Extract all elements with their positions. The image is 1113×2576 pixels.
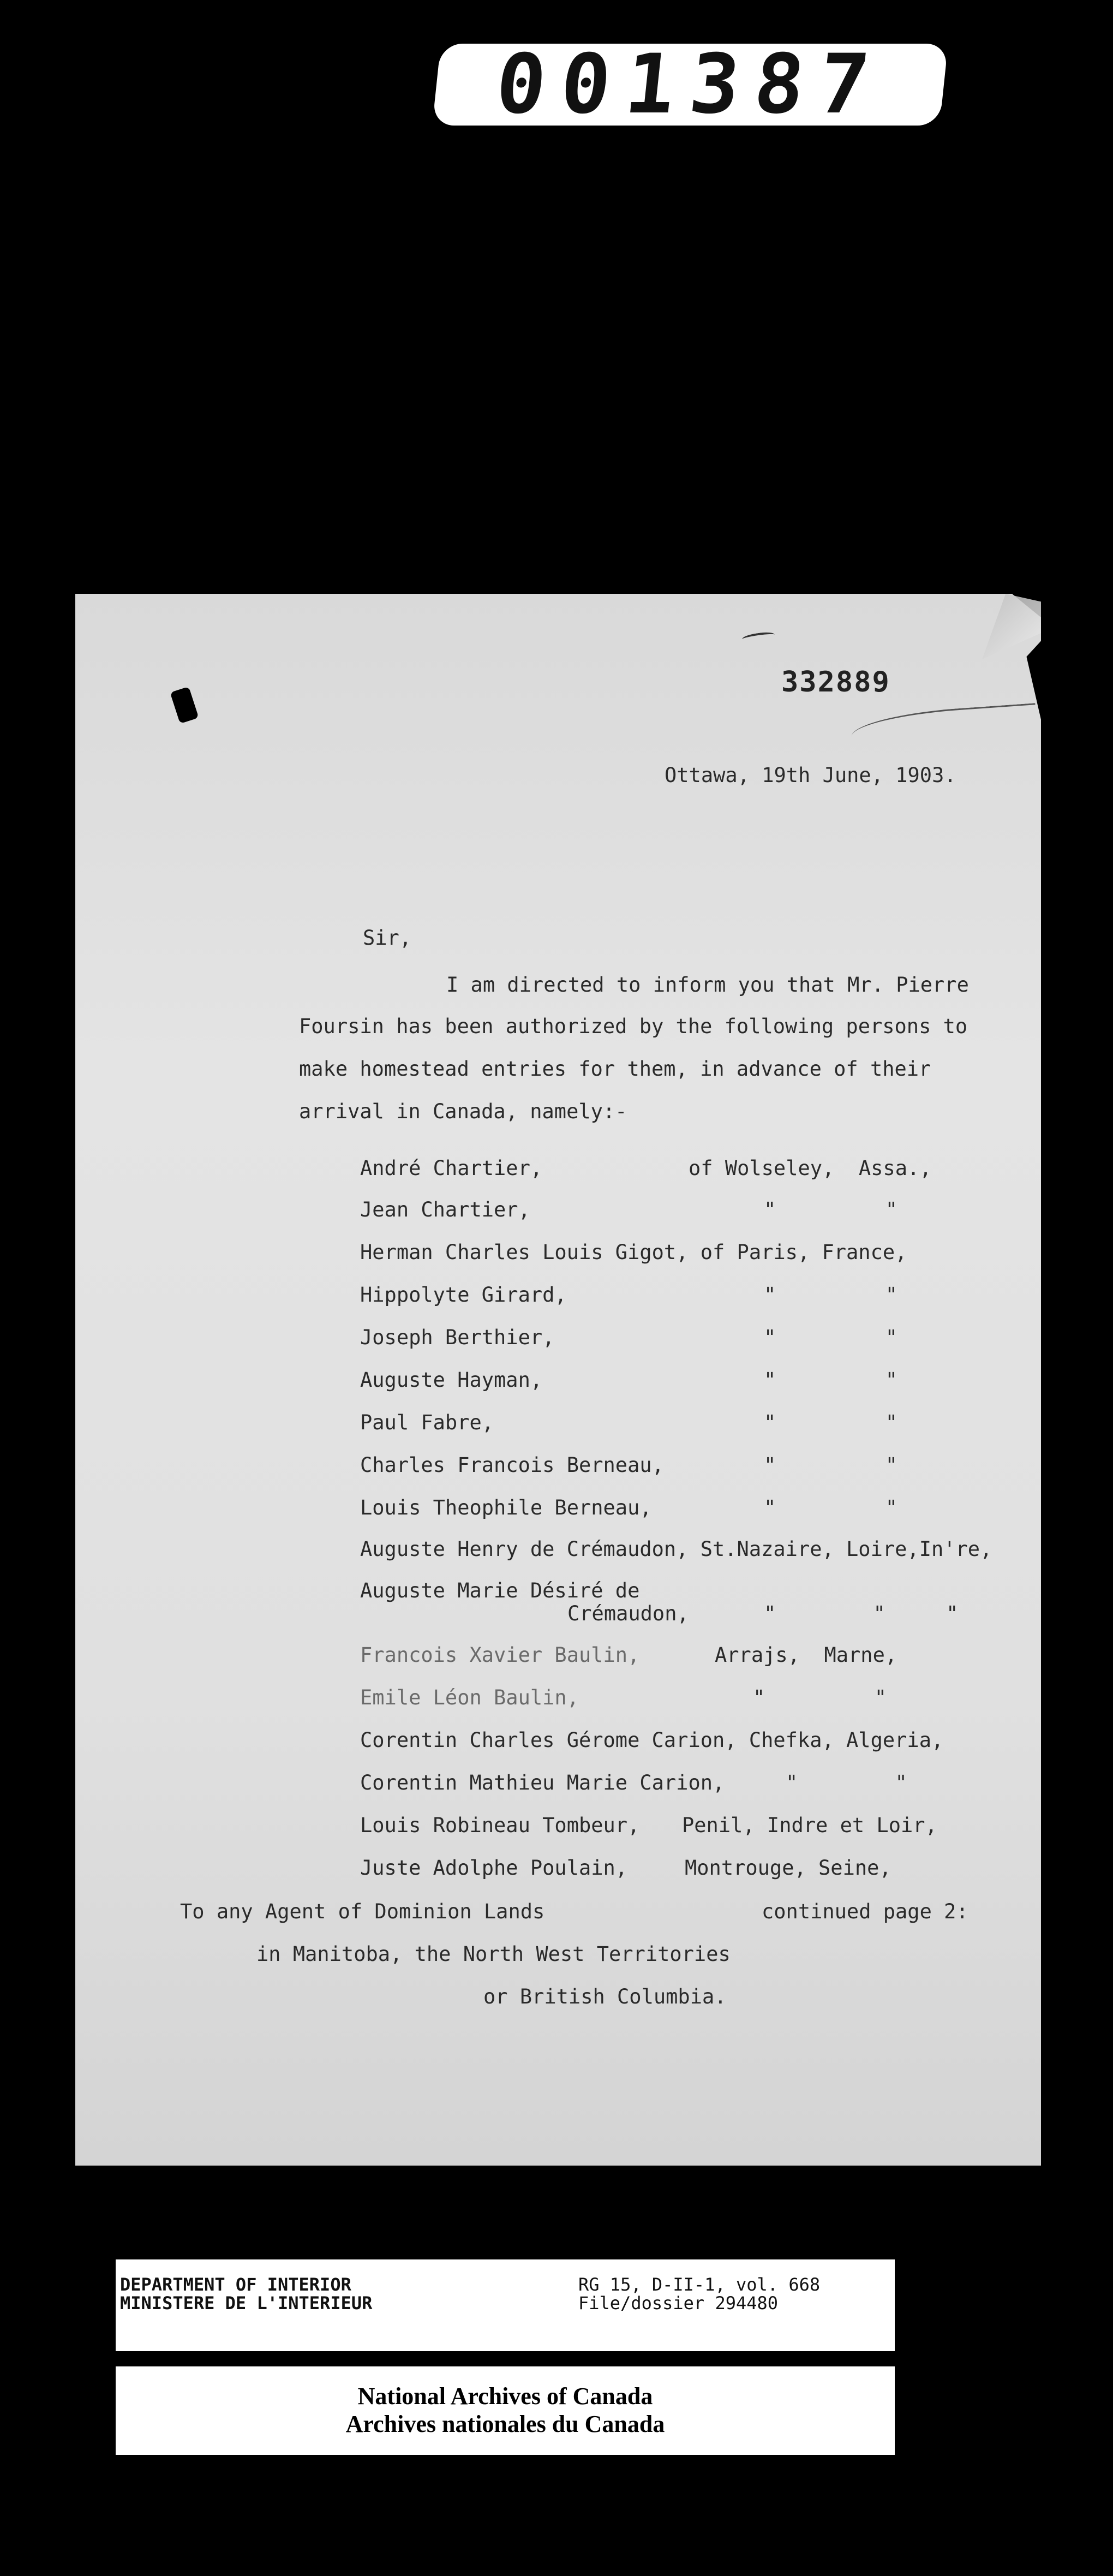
person-name: Joseph Berthier, <box>360 1326 555 1349</box>
person-name: Auguste Hayman, <box>360 1368 543 1392</box>
person-place: " " <box>764 1368 898 1392</box>
file-dossier: File/dossier 294480 <box>578 2292 779 2313</box>
body-line: make homestead entries for them, in advance of their <box>299 1057 931 1081</box>
department-fr: MINISTERE DE L'INTERIEUR <box>120 2292 373 2313</box>
person-name: Auguste Henry de Crémaudon, St.Nazaire, Loire,In're, <box>360 1537 992 1561</box>
person-name: Corentin Charles Gérome Carion, Chefka, Algeria, <box>360 1728 944 1752</box>
person-name: Louis Robineau Tombeur, <box>360 1814 640 1837</box>
person-name: André Chartier, <box>360 1156 543 1180</box>
person-place: " " <box>764 1283 898 1307</box>
person-place: " " <box>764 1496 898 1519</box>
person-place: Penil, Indre et Loir, <box>682 1814 937 1837</box>
body-line: I am directed to inform you that Mr. Pierre <box>446 973 969 997</box>
person-name: Louis Theophile Berneau, <box>360 1496 652 1519</box>
person-name: Juste Adolphe Poulain, <box>360 1856 628 1880</box>
person-place: " " <box>764 1453 898 1477</box>
person-name: Corentin Mathieu Marie Carion, <box>360 1771 725 1794</box>
department-en: DEPARTMENT OF INTERIOR <box>120 2274 351 2295</box>
person-name: Charles Francois Berneau, <box>360 1453 664 1477</box>
person-name: Jean Chartier, <box>360 1198 530 1221</box>
person-place: Arrajs, Marne, <box>715 1643 897 1667</box>
record-group: RG 15, D-II-1, vol. 668 <box>578 2274 821 2295</box>
person-place: " " <box>764 1326 898 1349</box>
body-line: arrival in Canada, namely:- <box>299 1100 627 1123</box>
addressee-line: To any Agent of Dominion Lands <box>180 1900 545 1923</box>
department-name <box>120 2276 372 2312</box>
frame-number: 001387 <box>432 44 948 126</box>
body-line: Foursin has been authorized by the following persons to <box>299 1015 968 1038</box>
person-name: Crémaudon, <box>567 1602 689 1625</box>
person-name: Auguste Marie Désiré de <box>360 1579 640 1602</box>
person-name: Emile Léon Baulin, <box>360 1686 579 1709</box>
stamp-number: 332889 <box>781 666 890 699</box>
person-place: " " <box>786 1771 907 1794</box>
continued-note: continued page 2: <box>762 1900 968 1923</box>
archives-label <box>116 2366 895 2455</box>
person-place: " " " <box>764 1602 959 1625</box>
addressee-line: in Manitoba, the North West Territories <box>256 1942 731 1966</box>
person-place: Montrouge, Seine, <box>685 1856 891 1880</box>
person-name: Herman Charles Louis Gigot, of Paris, France, <box>360 1241 907 1264</box>
archives-name-en: National Archives of Canada <box>357 2383 653 2410</box>
addressee-line: or British Columbia. <box>483 1985 727 2008</box>
person-place: " " <box>764 1411 898 1434</box>
person-name: Paul Fabre, <box>360 1411 494 1434</box>
person-name: Francois Xavier Baulin, <box>360 1643 640 1667</box>
person-place: " " <box>753 1686 887 1709</box>
person-name: Hippolyte Girard, <box>360 1283 567 1307</box>
person-place: " " <box>764 1198 898 1221</box>
file-reference <box>578 2276 820 2312</box>
salutation: Sir, <box>363 926 412 950</box>
archives-name-fr: Archives nationales du Canada <box>345 2411 665 2437</box>
date-line: Ottawa, 19th June, 1903. <box>665 764 956 787</box>
person-place: of Wolseley, Assa., <box>689 1156 932 1180</box>
